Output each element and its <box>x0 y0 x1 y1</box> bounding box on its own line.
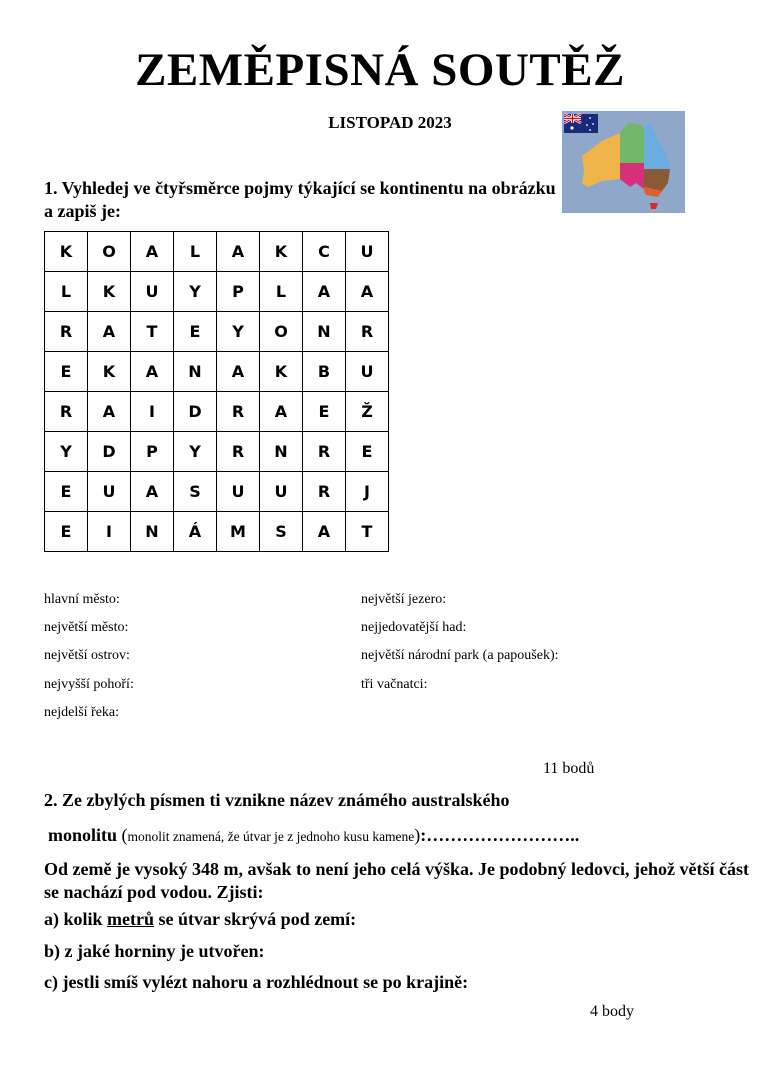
question-a <box>44 909 356 930</box>
grid-cell: A <box>260 392 303 432</box>
grid-cell: Y <box>45 432 88 472</box>
grid-cell: B <box>303 352 346 392</box>
grid-cell: K <box>260 352 303 392</box>
grid-cell: A <box>217 352 260 392</box>
grid-cell: C <box>303 232 346 272</box>
grid-cell: J <box>346 472 389 512</box>
grid-cell: U <box>346 352 389 392</box>
grid-cell: M <box>217 512 260 552</box>
grid-cell: L <box>174 232 217 272</box>
grid-cell: A <box>131 232 174 272</box>
grid-row <box>45 512 389 552</box>
answer-field-label: hlavní město: <box>44 592 120 607</box>
grid-cell: T <box>131 312 174 352</box>
question-b: b) z jaké horniny je utvořen: <box>44 941 265 961</box>
grid-cell: N <box>303 312 346 352</box>
grid-cell: E <box>45 352 88 392</box>
task2-heading: 2. Ze zbylých písmen ti vznikne název známého australského <box>44 790 510 810</box>
page-title: ZEMĚPISNÁ SOUTĚŽ <box>135 44 625 96</box>
monolith-word: monolitu <box>48 825 118 845</box>
answer-field-label: největší město: <box>44 620 129 635</box>
answer-field-label: tři vačnatci: <box>361 677 428 692</box>
answer-field-label: nejdelší řeka: <box>44 705 120 720</box>
grid-cell: K <box>45 232 88 272</box>
grid-cell: R <box>217 432 260 472</box>
grid-cell: A <box>131 352 174 392</box>
grid-cell: I <box>88 512 131 552</box>
grid-cell: Y <box>217 312 260 352</box>
grid-row <box>45 352 389 392</box>
grid-cell: R <box>346 312 389 352</box>
grid-cell: L <box>45 272 88 312</box>
grid-row <box>45 472 389 512</box>
grid-cell: R <box>217 392 260 432</box>
grid-cell: K <box>260 232 303 272</box>
grid-row <box>45 312 389 352</box>
answer-field-label: největší jezero: <box>361 592 447 607</box>
grid-cell: P <box>217 272 260 312</box>
question-c: c) jestli smíš vylézt nahoru a rozhlédnout se po krajině: <box>44 972 469 992</box>
australia-flag-icon <box>564 114 598 133</box>
question-a-post: se útvar skrývá pod zemí: <box>154 909 357 929</box>
grid-row <box>45 392 389 432</box>
grid-row <box>45 232 389 272</box>
grid-cell: K <box>88 352 131 392</box>
grid-cell: N <box>131 512 174 552</box>
grid-cell: R <box>303 472 346 512</box>
grid-cell: Á <box>174 512 217 552</box>
grid-cell: D <box>174 392 217 432</box>
grid-cell: U <box>217 472 260 512</box>
grid-cell: E <box>346 432 389 472</box>
grid-cell: Ž <box>346 392 389 432</box>
date-subtitle: LISTOPAD 2023 <box>328 113 452 132</box>
answer-field-label: největší ostrov: <box>44 648 130 663</box>
task2-points: 4 body <box>590 1003 634 1020</box>
australia-map-image <box>562 111 685 213</box>
grid-cell: A <box>88 392 131 432</box>
grid-cell: L <box>260 272 303 312</box>
answer-field-label: nejjedovatější had: <box>361 620 467 635</box>
grid-cell: S <box>260 512 303 552</box>
grid-cell: A <box>303 512 346 552</box>
monolith-answer-blank[interactable]: :…………………….. <box>420 825 580 845</box>
task1-heading: 1. Vyhledej ve čtyřsměrce pojmy týkající se kontinentu na obrázku a zapiš je: <box>44 178 556 221</box>
grid-cell: N <box>174 352 217 392</box>
grid-cell: I <box>131 392 174 432</box>
grid-cell: U <box>346 232 389 272</box>
grid-cell: E <box>174 312 217 352</box>
grid-cell: N <box>260 432 303 472</box>
grid-cell: E <box>45 512 88 552</box>
grid-cell: A <box>217 232 260 272</box>
grid-row <box>45 432 389 472</box>
grid-cell: R <box>303 432 346 472</box>
grid-cell: S <box>174 472 217 512</box>
grid-cell: R <box>45 392 88 432</box>
question-a-pre: a) kolik <box>44 909 108 929</box>
task2-description: Od země je vysoký 348 m, avšak to není jeho celá výška. Je podobný ledovci, jehož větší část se nachází pod vodou. Zjisti: <box>44 859 749 902</box>
monolith-note: monolit znamená, že útvar je z jednoho kusu kamene <box>127 829 415 844</box>
grid-cell: E <box>45 472 88 512</box>
map-northern-territory <box>620 123 644 163</box>
grid-cell: T <box>346 512 389 552</box>
grid-cell: O <box>88 232 131 272</box>
grid-cell: A <box>346 272 389 312</box>
grid-cell: A <box>131 472 174 512</box>
question-a-underlined: metrů <box>107 909 155 929</box>
monolith-note-open: ( <box>121 825 128 845</box>
monolith-line <box>48 825 579 846</box>
grid-cell: A <box>88 312 131 352</box>
word-search-grid <box>44 231 389 552</box>
grid-cell: E <box>303 392 346 432</box>
grid-cell: R <box>45 312 88 352</box>
answer-field-label: nejvyšší pohoří: <box>44 677 134 692</box>
grid-cell: A <box>303 272 346 312</box>
grid-cell: D <box>88 432 131 472</box>
grid-cell: Y <box>174 432 217 472</box>
monolith-note-close: ) <box>414 825 421 845</box>
task1-points: 11 bodů <box>543 760 595 777</box>
grid-cell: U <box>131 272 174 312</box>
grid-cell: U <box>260 472 303 512</box>
grid-row <box>45 272 389 312</box>
grid-cell: K <box>88 272 131 312</box>
grid-cell: Y <box>174 272 217 312</box>
grid-cell: U <box>88 472 131 512</box>
grid-cell: O <box>260 312 303 352</box>
grid-cell: P <box>131 432 174 472</box>
answer-field-label: největší národní park (a papoušek): <box>361 648 559 663</box>
